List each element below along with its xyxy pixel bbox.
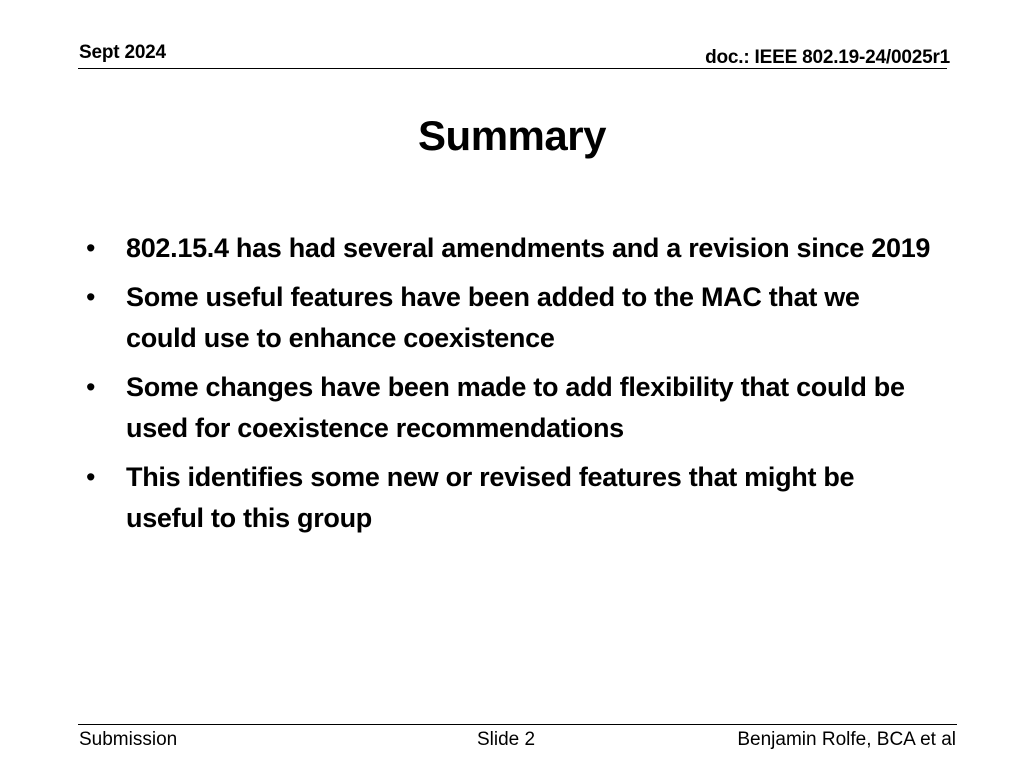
bullet-item bbox=[86, 277, 936, 359]
slide-title: Summary bbox=[418, 112, 606, 159]
footer-divider bbox=[78, 724, 957, 725]
bullet-item bbox=[86, 457, 936, 539]
footer-slide-number: Slide 2 bbox=[477, 729, 536, 750]
bullet-item bbox=[86, 367, 936, 449]
bullet-icon: • bbox=[86, 462, 96, 492]
bullet-list bbox=[86, 228, 936, 547]
header-divider bbox=[78, 68, 947, 69]
bullet-text: This identifies some new or revised features that might be useful to this group bbox=[126, 462, 855, 533]
header-doc-id: doc.: IEEE 802.19-24/0025r1 bbox=[705, 47, 950, 68]
footer-submission: Submission bbox=[79, 729, 178, 750]
bullet-icon: • bbox=[86, 282, 96, 312]
bullet-icon: • bbox=[86, 372, 96, 402]
bullet-text: 802.15.4 has had several amendments and a revision since 2019 bbox=[126, 233, 931, 263]
bullet-text: Some useful features have been added to the MAC that we could use to enhance coexistence bbox=[126, 282, 860, 353]
bullet-item bbox=[86, 228, 936, 269]
header-date: Sept 2024 bbox=[79, 42, 166, 63]
footer-author: Benjamin Rolfe, BCA et al bbox=[737, 729, 956, 750]
bullet-icon: • bbox=[86, 233, 96, 263]
bullet-text: Some changes have been made to add flexibility that could be used for coexistence recommendations bbox=[126, 372, 905, 443]
